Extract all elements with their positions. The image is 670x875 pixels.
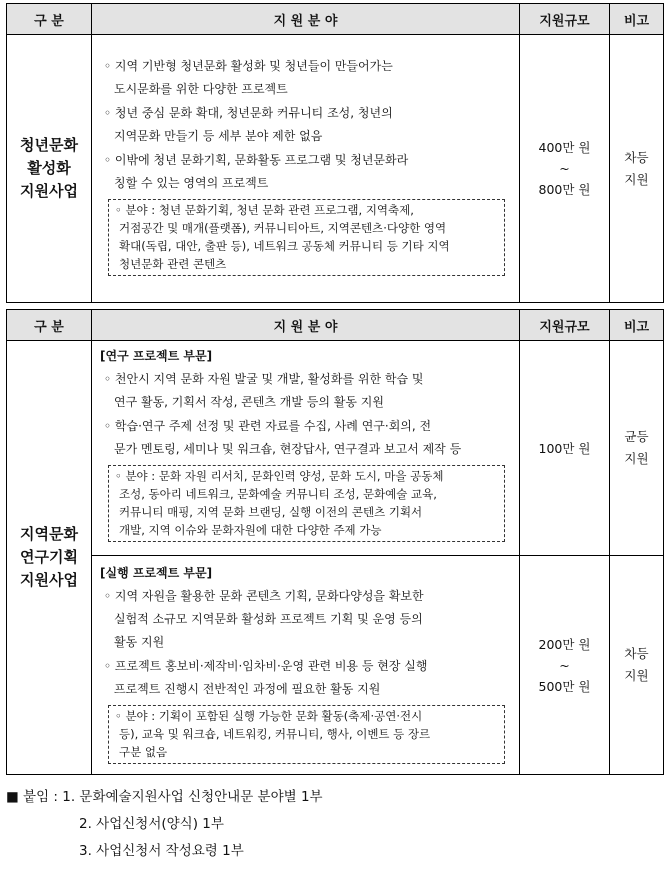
list-item: ◦ 학습·연구 주제 선정 및 관련 자료를 수집, 사례 연구·회의, 전 문가 멘토링, 세미나 및 워크숍, 현장답사, 연구결과 보고서 제작 등 [104,419,462,456]
header-category: 구 분 [7,4,92,35]
content-cell [92,35,520,303]
list-item: ◦ 청년 중심 문화 확대, 청년문화 커뮤니티 조성, 청년의 지역문화 만들기 등 세부 분야 제한 없음 [104,106,393,143]
header-note: 비고 [610,4,664,35]
content-cell-research [92,341,520,556]
list-item: ◦ 천안시 지역 문화 자원 발굴 및 개발, 활성화를 위한 학습 및 연구 활동, 기획서 작성, 콘텐츠 개발 등의 활동 지원 [104,372,424,409]
table-row [7,341,664,556]
note-cell: 차등 지원 [610,556,664,775]
header-content: 지 원 분 야 [92,310,520,341]
section-title: [연구 프로젝트 부문] [100,349,213,363]
scale-cell: 200만 원 ~ 500만 원 [520,556,610,775]
table-row [7,35,664,303]
header-note: 비고 [610,310,664,341]
support-table-research [6,309,664,775]
field-box: ◦ 분야 : 기획이 포함된 실행 가능한 문화 활동(축제·공연·전시 등), 교육 및 워크숍, 네트워킹, 커뮤니티, 행사, 이벤트 등 장르 구분 없음 [108,705,505,764]
list-item: ◦ 지역 기반형 청년문화 활성화 및 청년들이 만들어가는 도시문화를 위한 다양한 프로젝트 [104,59,393,96]
attachment-item: 2. 사업신청서(양식) 1부 [79,816,224,832]
note-cell: 균등 지원 [610,341,664,556]
table-header-row [7,310,664,341]
note-cell: 차등 지원 [610,35,664,303]
list-item: ◦ 이밖에 청년 문화기획, 문화활동 프로그램 및 청년문화라 칭할 수 있는 영역의 프로젝트 [104,153,409,190]
header-scale: 지원규모 [520,4,610,35]
header-category: 구 분 [7,310,92,341]
section-title: [실행 프로젝트 부문] [100,566,213,580]
category-cell: 청년문화 활성화 지원사업 [7,35,92,303]
header-scale: 지원규모 [520,310,610,341]
category-cell: 지역문화 연구기획 지원사업 [7,341,92,775]
scale-cell: 100만 원 [520,341,610,556]
header-content: 지 원 분 야 [92,4,520,35]
attachment-item: 3. 사업신청서 작성요령 1부 [79,843,244,859]
table-header-row [7,4,664,35]
field-box: ◦ 분야 : 청년 문화기획, 청년 문화 관련 프로그램, 지역축제, 거점공간 및 매개(플랫폼), 커뮤니티아트, 지역콘텐츠·다양한 영역 확대(독립, 대안, 출판 등), 네트워크 공동체 커뮤니티 등 기타 지역 청년문화 관련 콘텐츠 [108,199,505,276]
list-item: ◦ 프로젝트 홍보비·제작비·임차비·운영 관련 비용 등 현장 실행 프로젝트 진행시 전반적인 과정에 필요한 활동 지원 [104,659,428,696]
support-table-youth [6,3,664,303]
scale-cell: 400만 원 ~ 800만 원 [520,35,610,303]
list-item: ◦ 지역 자원을 활용한 문화 콘텐츠 기획, 문화다양성을 확보한 실험적 소규모 지역문화 활성화 프로젝트 기획 및 운영 등의 활동 지원 [104,589,424,649]
table-row [7,556,664,775]
attachments [6,784,323,865]
content-cell-execution [92,556,520,775]
field-box: ◦ 분야 : 문화 자원 리서치, 문화인력 양성, 문화 도시, 마을 공동체 조성, 동아리 네트워크, 문화예술 커뮤니티 조성, 문화예술 교육, 커뮤니티 매핑, 지역 문화 브랜딩, 실행 이전의 콘텐츠 기획서 개발, 지역 이슈와 문화자원에 대한 다양한 주제 가능 [108,465,505,542]
attachment-item: ■ 붙임 : 1. 문화예술지원사업 신청안내문 분야별 1부 [6,789,323,805]
